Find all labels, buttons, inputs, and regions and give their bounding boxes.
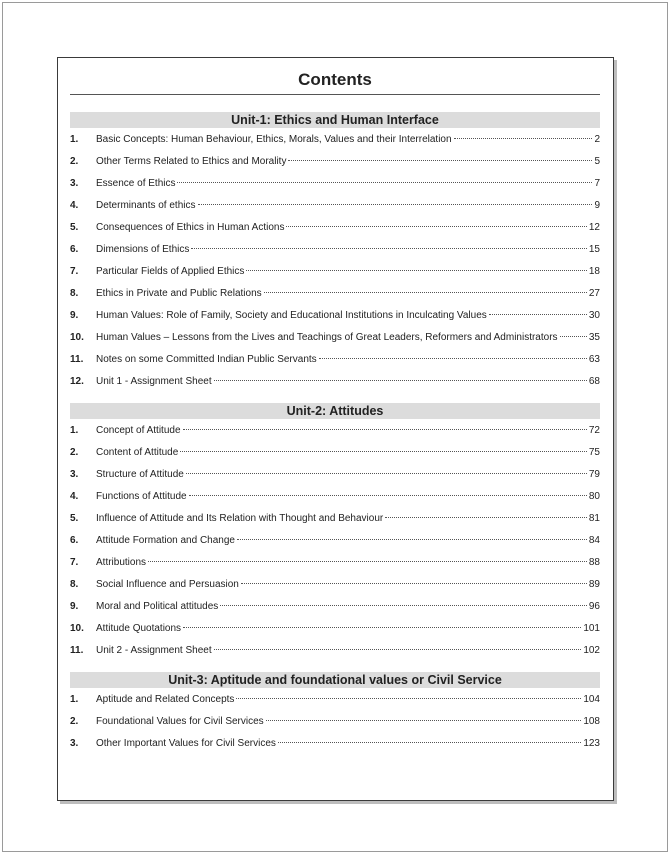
toc-entry-title: Human Values – Lessons from the Lives and Teachings of Great Leaders, Reformers and Administrators <box>96 332 558 343</box>
toc-entry[interactable] <box>70 715 600 729</box>
dot-leader <box>148 560 587 562</box>
dot-leader <box>489 313 587 315</box>
toc-entry-page: 72 <box>588 425 600 436</box>
toc-entry[interactable] <box>70 265 600 279</box>
toc-entry[interactable] <box>70 331 600 345</box>
toc-entry-title: Notes on some Committed Indian Public Servants <box>96 354 317 365</box>
toc-entry[interactable] <box>70 737 600 751</box>
toc-entry[interactable] <box>70 490 600 504</box>
toc-entry-title: Content of Attitude <box>96 447 179 458</box>
toc-entry-title: Functions of Attitude <box>96 491 187 502</box>
toc-entry-number: 1. <box>70 134 79 145</box>
toc-entry[interactable] <box>70 424 600 438</box>
dot-leader <box>183 428 587 430</box>
dot-leader <box>241 582 587 584</box>
toc-entry-number: 12. <box>70 376 84 387</box>
dot-leader <box>264 291 587 293</box>
toc-entry-number: 6. <box>70 244 79 255</box>
toc-entry-number: 5. <box>70 222 79 233</box>
toc-entry-page: 7 <box>594 178 600 189</box>
dot-leader <box>220 604 587 606</box>
toc-entry[interactable] <box>70 221 600 235</box>
toc-entry-number: 4. <box>70 200 79 211</box>
toc-entry-title: Influence of Attitude and Its Relation with Thought and Behaviour <box>96 513 384 524</box>
toc-entry-title: Concept of Attitude <box>96 425 181 436</box>
toc-entry-number: 11. <box>70 354 84 365</box>
toc-entry-page: 89 <box>588 579 600 590</box>
toc-entry-page: 101 <box>583 623 600 634</box>
toc-entry-page: 108 <box>583 716 600 727</box>
toc-entry-page: 79 <box>588 469 600 480</box>
toc-entry-title: Structure of Attitude <box>96 469 184 480</box>
toc-entry-page: 68 <box>588 376 600 387</box>
dot-leader <box>278 741 581 743</box>
dot-leader <box>266 719 582 721</box>
toc-entry-number: 5. <box>70 513 79 524</box>
title-divider <box>70 94 600 95</box>
toc-entry-page: 30 <box>588 310 600 321</box>
toc-entry-number: 9. <box>70 601 79 612</box>
toc-entry-title: Ethics in Private and Public Relations <box>96 288 262 299</box>
toc-entry-page: 75 <box>588 447 600 458</box>
toc-entry-title: Essence of Ethics <box>96 178 176 189</box>
toc-entry-number: 6. <box>70 535 79 546</box>
toc-entry-page: 12 <box>588 222 600 233</box>
toc-entry[interactable] <box>70 578 600 592</box>
toc-entry-number: 10. <box>70 332 84 343</box>
dot-leader <box>214 379 587 381</box>
toc-entry-number: 7. <box>70 557 79 568</box>
toc-entry-page: 96 <box>588 601 600 612</box>
toc-entry-number: 2. <box>70 156 79 167</box>
unit-header: Unit-1: Ethics and Human Interface <box>70 112 600 128</box>
toc-entry[interactable] <box>70 446 600 460</box>
dot-leader <box>214 648 582 650</box>
toc-entry-title: Other Terms Related to Ethics and Morality <box>96 156 287 167</box>
toc-entry-number: 8. <box>70 579 79 590</box>
unit-header: Unit-2: Attitudes <box>70 403 600 419</box>
toc-entry[interactable] <box>70 512 600 526</box>
toc-entry-title: Human Values: Role of Family, Society and Educational Institutions in Inculcating Values <box>96 310 487 321</box>
toc-entry-number: 11. <box>70 645 84 656</box>
toc-entry[interactable] <box>70 644 600 658</box>
dot-leader <box>319 357 587 359</box>
toc-entry-page: 27 <box>588 288 600 299</box>
toc-entry-title: Attributions <box>96 557 147 568</box>
toc-entry-page: 80 <box>588 491 600 502</box>
toc-entry-title: Basic Concepts: Human Behaviour, Ethics, Morals, Values and their Interrelation <box>96 134 452 145</box>
toc-entry-page: 15 <box>588 244 600 255</box>
toc-entry-number: 3. <box>70 469 79 480</box>
toc-entry[interactable] <box>70 309 600 323</box>
dot-leader <box>236 697 581 699</box>
dot-leader <box>246 269 586 271</box>
toc-entry-title: Social Influence and Persuasion <box>96 579 239 590</box>
dot-leader <box>454 137 593 139</box>
dot-leader <box>186 472 587 474</box>
toc-entry[interactable] <box>70 468 600 482</box>
dot-leader <box>180 450 587 452</box>
toc-entry[interactable] <box>70 243 600 257</box>
dot-leader <box>189 494 587 496</box>
toc-entry[interactable] <box>70 534 600 548</box>
toc-entry-page: 123 <box>583 738 600 749</box>
toc-entry-number: 3. <box>70 178 79 189</box>
toc-entry-title: Unit 1 - Assignment Sheet <box>96 376 212 387</box>
toc-entry-page: 81 <box>588 513 600 524</box>
toc-entry-title: Attitude Formation and Change <box>96 535 235 546</box>
toc-entry-title: Other Important Values for Civil Services <box>96 738 276 749</box>
toc-entry[interactable] <box>70 177 600 191</box>
toc-entry-title: Particular Fields of Applied Ethics <box>96 266 245 277</box>
toc-entry-number: 7. <box>70 266 79 277</box>
toc-entry-number: 1. <box>70 425 79 436</box>
toc-entry-number: 1. <box>70 694 79 705</box>
toc-entry[interactable] <box>70 600 600 614</box>
dot-leader <box>560 335 587 337</box>
toc-entry-title: Aptitude and Related Concepts <box>96 694 235 705</box>
toc-entry-page: 88 <box>588 557 600 568</box>
toc-entry[interactable] <box>70 556 600 570</box>
toc-entry-title: Moral and Political attitudes <box>96 601 219 612</box>
toc-entry[interactable] <box>70 155 600 169</box>
toc-entry-title: Determinants of ethics <box>96 200 196 211</box>
toc-entry-page: 35 <box>588 332 600 343</box>
dot-leader <box>177 181 592 183</box>
toc-entry-page: 9 <box>594 200 600 211</box>
toc-entry-page: 2 <box>594 134 600 145</box>
toc-entry[interactable] <box>70 199 600 213</box>
toc-entry-number: 3. <box>70 738 79 749</box>
dot-leader <box>183 626 581 628</box>
toc-entry-number: 8. <box>70 288 79 299</box>
unit-header: Unit-3: Aptitude and foundational values or Civil Service <box>70 672 600 688</box>
toc-entry-number: 10. <box>70 623 84 634</box>
dot-leader <box>288 159 592 161</box>
dot-leader <box>237 538 587 540</box>
toc-entry-title: Consequences of Ethics in Human Actions <box>96 222 285 233</box>
toc-entry-page: 5 <box>594 156 600 167</box>
toc-entry-number: 2. <box>70 716 79 727</box>
toc-entry-page: 84 <box>588 535 600 546</box>
toc-entry-title: Foundational Values for Civil Services <box>96 716 264 727</box>
toc-entry-page: 18 <box>588 266 600 277</box>
dot-leader <box>286 225 586 227</box>
toc-entry[interactable] <box>70 353 600 367</box>
toc-entry-number: 9. <box>70 310 79 321</box>
toc-entry-title: Dimensions of Ethics <box>96 244 190 255</box>
dot-leader <box>198 203 593 205</box>
toc-entry-page: 102 <box>583 645 600 656</box>
toc-entry-page: 104 <box>583 694 600 705</box>
page-title: Contents <box>298 70 372 89</box>
toc-entry-number: 4. <box>70 491 79 502</box>
toc-entry[interactable] <box>70 287 600 301</box>
dot-leader <box>191 247 587 249</box>
toc-entry[interactable] <box>70 622 600 636</box>
toc-entry-title: Attitude Quotations <box>96 623 182 634</box>
toc-entry[interactable] <box>70 133 600 147</box>
toc-entry-number: 2. <box>70 447 79 458</box>
toc-entry[interactable] <box>70 375 600 389</box>
dot-leader <box>385 516 587 518</box>
toc-entry[interactable] <box>70 693 600 707</box>
toc-entry-page: 63 <box>588 354 600 365</box>
toc-entry-title: Unit 2 - Assignment Sheet <box>96 645 212 656</box>
